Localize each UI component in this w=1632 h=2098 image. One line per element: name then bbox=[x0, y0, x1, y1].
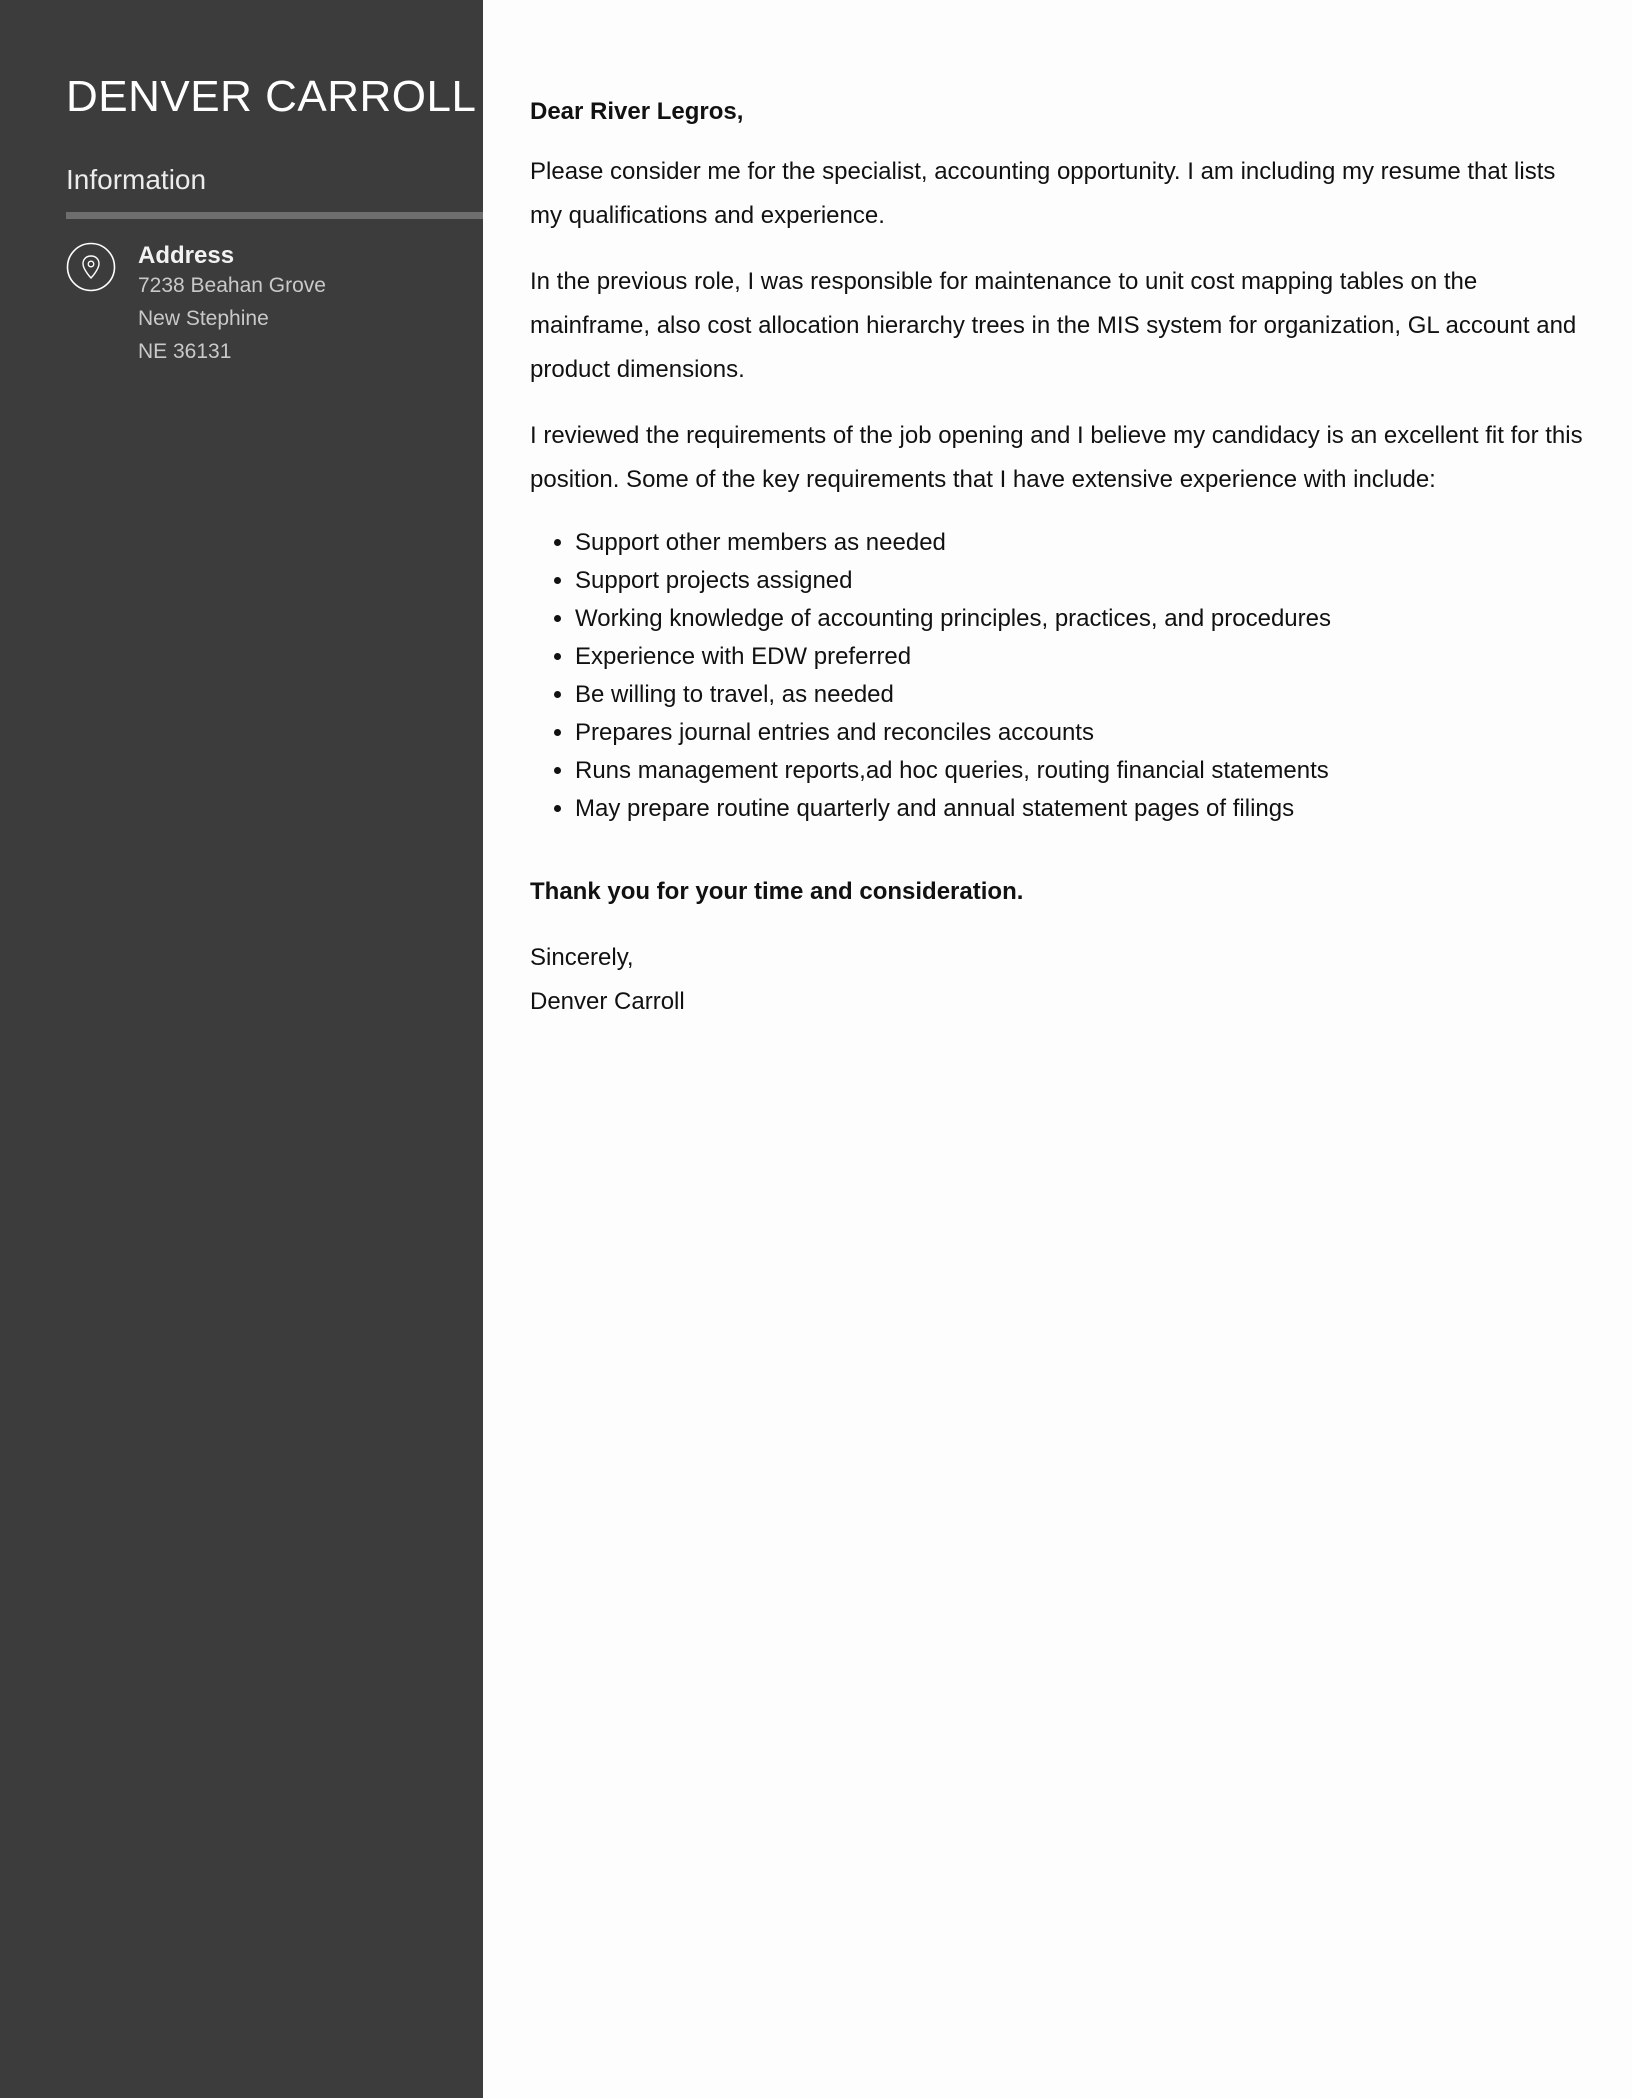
letter-body bbox=[530, 96, 1590, 1024]
paragraph-previous-role: In the previous role, I was responsible for maintenance to unit cost mapping tables on the mainframe, also cost allocation hierarchy trees in the MIS system for organization, GL account and product dimensions. bbox=[530, 268, 1577, 383]
section-divider bbox=[66, 212, 483, 219]
list-item: • Be willing to travel, as needed bbox=[575, 676, 1590, 714]
list-item: • May prepare routine quarterly and annual statement pages of filings bbox=[575, 790, 1590, 828]
information-heading: Information bbox=[66, 164, 207, 195]
list-item: • Prepares journal entries and reconciles accounts bbox=[575, 714, 1590, 752]
list-item: • Support other members as needed bbox=[575, 524, 1590, 562]
list-item: • Working knowledge of accounting principles, practices, and procedures bbox=[575, 600, 1590, 638]
address-line-state-zip: NE 36131 bbox=[138, 340, 232, 363]
location-pin-icon bbox=[66, 242, 116, 292]
sidebar bbox=[0, 0, 483, 2098]
address-line-street: 7238 Beahan Grove bbox=[138, 274, 326, 297]
address-label: Address bbox=[138, 242, 235, 269]
candidate-name: DENVER CARROLL bbox=[66, 72, 477, 121]
paragraph-requirements: I reviewed the requirements of the job opening and I believe my candidacy is an excellent fit for this position. Some of the key requirements that I have extensive experience with include: bbox=[530, 422, 1583, 493]
list-item: • Support projects assigned bbox=[575, 562, 1590, 600]
paragraph-intro: Please consider me for the specialist, accounting opportunity. I am including my resume that lists my qualifications and experience. bbox=[530, 158, 1556, 229]
signature: Denver Carroll bbox=[530, 988, 685, 1015]
list-item: • Runs management reports,ad hoc queries, routing financial statements bbox=[575, 752, 1590, 790]
address-line-city: New Stephine bbox=[138, 307, 269, 330]
requirements-list bbox=[530, 524, 1590, 828]
list-item: • Experience with EDW preferred bbox=[575, 638, 1590, 676]
salutation: Dear River Legros, bbox=[530, 98, 744, 125]
closing: Sincerely, bbox=[530, 944, 634, 971]
thanks-line: Thank you for your time and consideration. bbox=[530, 878, 1024, 905]
